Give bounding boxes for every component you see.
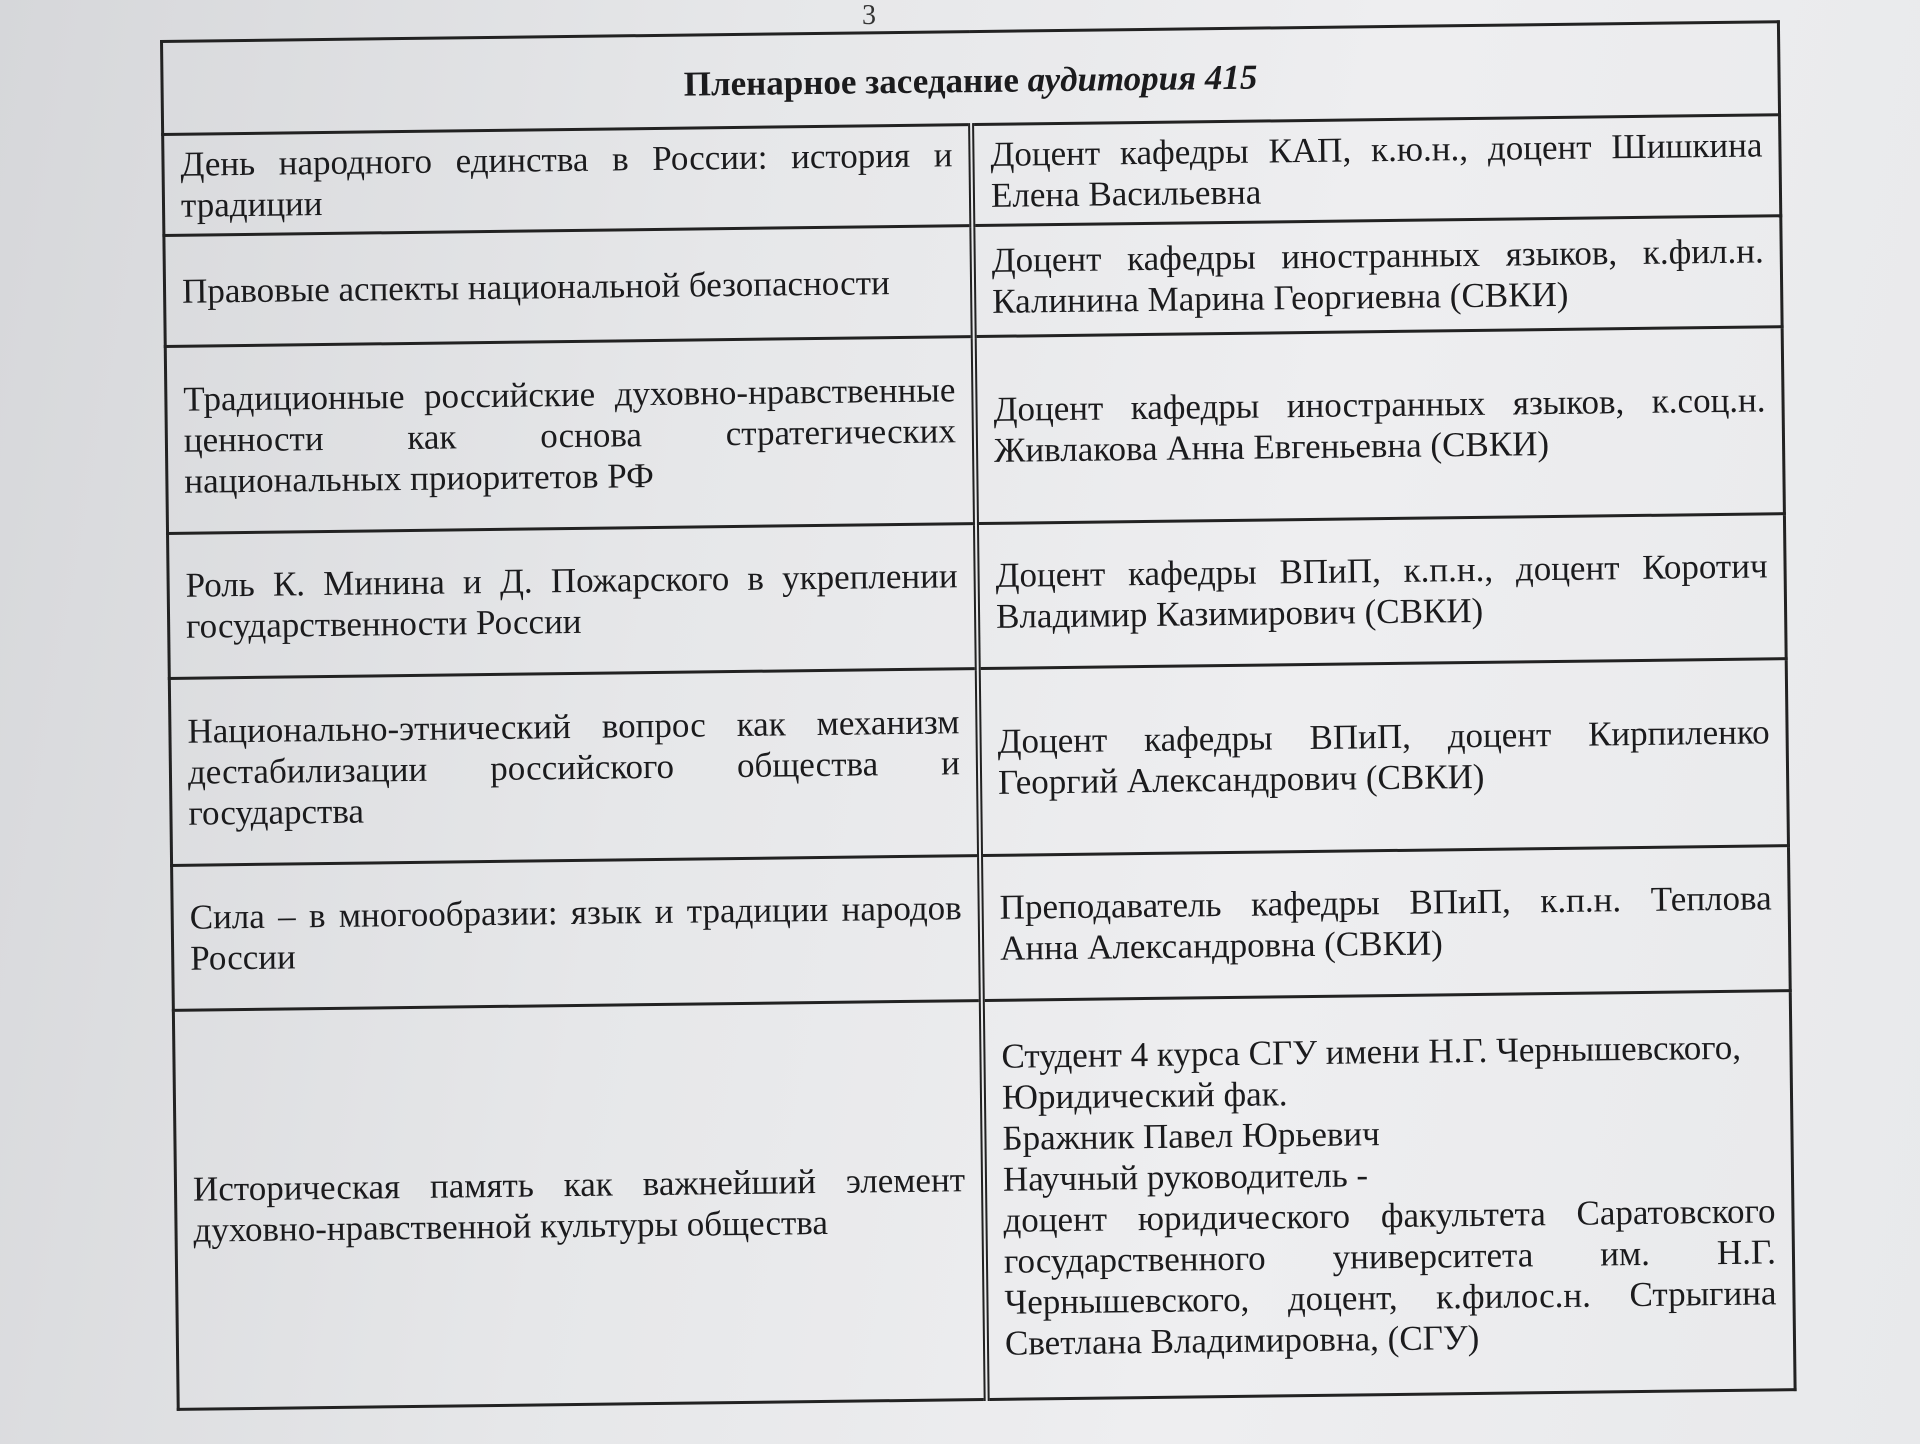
speaker-line: Бражник Павел Юрьевич (1002, 1114, 1380, 1158)
speaker-line: Юридический фак. (1001, 1074, 1288, 1117)
speaker-line: Научный руководитель - (1002, 1155, 1369, 1199)
speaker-cell: Доцент кафедры иностранных языков, к.фил.н. Калинина Марина Георгиевна (СВКИ) (972, 216, 1782, 337)
page-number: 3 (862, 0, 876, 31)
session-title-regular: Пленарное заседание (683, 60, 1020, 104)
speaker-line: доцент юридического факультета Саратовского государственного университета им. Н.Г. Чернышевского, доцент, к.филос.н. Стрыгина Светлана Владимировна, (СГУ) (1003, 1191, 1777, 1363)
topic-cell: День народного единства в России: история и традиции (163, 125, 973, 236)
speaker-cell (982, 991, 1795, 1400)
speaker-cell: Доцент кафедры иностранных языков, к.соц.н. Живлакова Анна Евгеньевна (СВКИ) (974, 327, 1785, 524)
table-row (165, 327, 1784, 534)
topic-cell: Традиционные российские духовно-нравственные ценности как основа стратегических национальных приоритетов РФ (165, 337, 976, 534)
table-row (163, 115, 1781, 236)
speaker-cell: Доцент кафедры КАП, к.ю.н., доцент Шишкина Елена Васильевна (971, 115, 1781, 226)
topic-cell: Сила – в многообразии: язык и традиции народов России (172, 856, 982, 1011)
topic-cell: Историческая память как важнейший элемент духовно-нравственной культуры общества (173, 1001, 986, 1410)
topic-cell: Национально-этнический вопрос как механизм дестабилизации российского общества и государства (169, 669, 980, 866)
table-row (169, 659, 1788, 866)
table-row (172, 846, 1791, 1011)
topic-cell: Правовые аспекты национальной безопасности (164, 226, 974, 347)
table-row (173, 991, 1795, 1410)
speaker-cell: Доцент кафедры ВПиП, к.п.н., доцент Коротич Владимир Казимирович (СВКИ) (976, 514, 1786, 669)
plenary-program-table (160, 20, 1797, 1411)
table-row (168, 514, 1787, 679)
program-table-frame (160, 20, 1797, 1411)
topic-cell: Роль К. Минина и Д. Пожарского в укреплении государственности России (168, 524, 978, 679)
session-title-italic: аудитория 415 (1027, 57, 1258, 99)
table-row (164, 216, 1782, 347)
speaker-cell: Преподаватель кафедры ВПиП, к.п.н. Теплова Анна Александровна (СВКИ) (980, 846, 1790, 1001)
speaker-line: Студент 4 курса СГУ имени Н.Г. Чернышевского, (1001, 1027, 1742, 1076)
speaker-cell: Доцент кафедры ВПиП, доцент Кирпиленко Георгий Александрович (СВКИ) (978, 659, 1789, 856)
